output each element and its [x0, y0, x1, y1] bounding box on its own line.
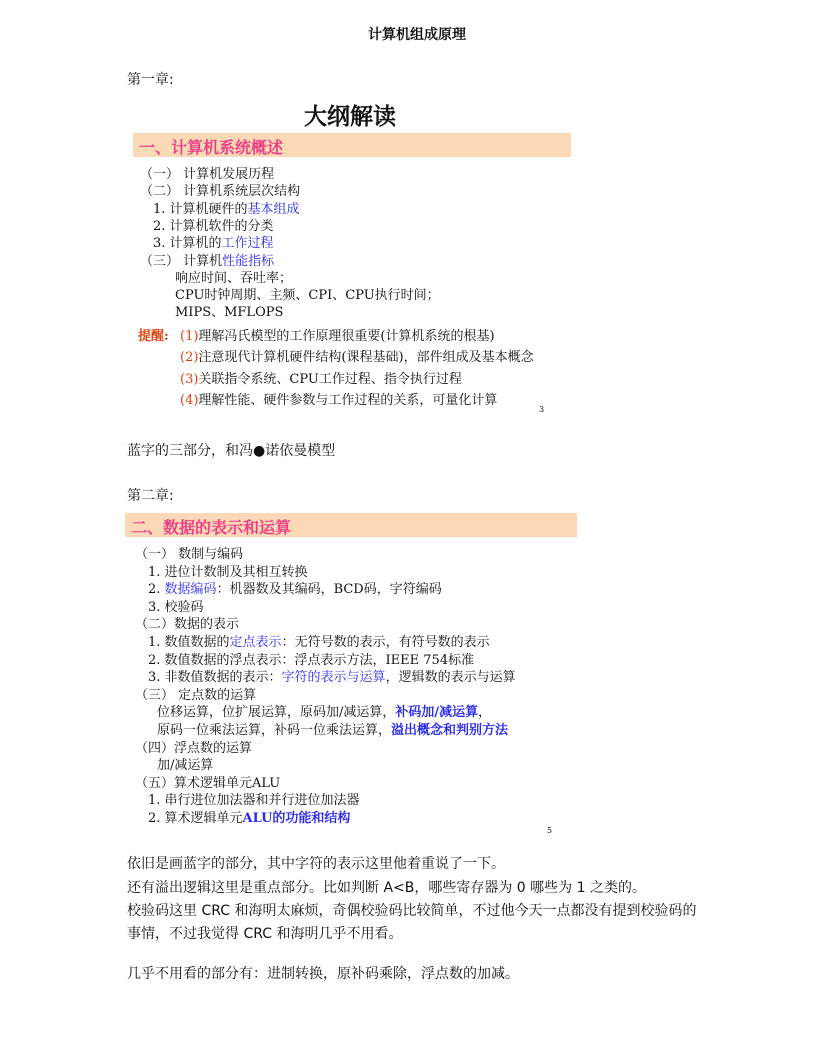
- line-text: （五）算术逻辑单元ALU: [135, 775, 281, 791]
- reminder-text: 理解冯氏模型的工作原理很重要(计算机系统的根基): [198, 329, 495, 344]
- line-text: （二） 计算机系统层次结构: [140, 184, 301, 200]
- outline-line: [153, 232, 274, 251]
- outline-line: [175, 301, 283, 320]
- slide2-page-number: 5: [547, 826, 553, 835]
- line-text: （三） 计算机: [140, 253, 223, 269]
- line-text: ，逻辑数的表示与运算: [385, 670, 516, 686]
- line-text: 3. 计算机的: [153, 236, 222, 252]
- line-text: （三） 定点数的运算: [135, 687, 257, 703]
- line-text: ：机器数及其编码，BCD码，字符编码: [216, 582, 442, 598]
- line-text: 3. 校验码: [148, 599, 204, 615]
- reminder-number: (1): [180, 329, 199, 344]
- line-text: 原码一位乘法运算，补码一位乘法运算，: [157, 723, 392, 738]
- reminder-text: 关联指令系统、CPU工作过程、指令执行过程: [198, 371, 462, 387]
- line-text: 1. 串行进位加法器和并行进位加法器: [148, 793, 360, 809]
- highlighted-text: 字符的表示与运算: [281, 670, 386, 686]
- line-text: CPU时钟周期、主频、CPI、CPU执行时间；: [175, 288, 440, 304]
- chapter1-label: 第一章:: [127, 72, 174, 88]
- note-paragraph: 依旧是画蓝字的部分，其中字符的表示这里他着重说了一下。: [127, 856, 505, 872]
- outline-line: [148, 561, 308, 580]
- reminder-number: (3): [180, 371, 199, 387]
- reminder-number: (2): [180, 350, 199, 366]
- chapter2-label: 第二章:: [127, 488, 174, 504]
- highlighted-text: 溢出概念和判别方法: [391, 723, 509, 738]
- line-text: 2. 数值数据的浮点表示：浮点表示方法，IEEE 754标准: [148, 652, 475, 668]
- line-text: （一） 计算机发展历程: [140, 167, 275, 182]
- outline-line: [148, 666, 516, 685]
- outline-line: [140, 163, 274, 182]
- line-text: ：无符号数的表示，有符号数的表示: [281, 635, 490, 650]
- line-text: （四）浮点数的运算: [135, 740, 253, 756]
- reminder-item: [180, 368, 462, 387]
- highlighted-text: 定点表示: [229, 635, 282, 650]
- line-text: 2.: [148, 582, 165, 598]
- outline-line: [148, 789, 360, 808]
- slide1-header: 一、计算机系统概述: [139, 138, 284, 157]
- outline-line: [153, 198, 300, 217]
- reminder-text: 注意现代计算机硬件结构(课程基础)，部件组成及基本概念: [198, 350, 534, 366]
- line-text: （一） 数制与编码: [135, 547, 244, 562]
- reminder-number: (4): [180, 392, 199, 408]
- outline-line: [148, 596, 204, 615]
- outline-line: [135, 543, 243, 562]
- line-text: 响应时间、吞吐率；: [175, 270, 293, 286]
- note-paragraph: 还有溢出逻辑这里是重点部分。比如判断 A<B，哪些寄存器为 0 哪些为 1 之类的。: [127, 880, 646, 896]
- line-text: （二）数据的表示: [135, 617, 240, 633]
- note-paragraph: 校验码这里 CRC 和海明太麻烦，奇偶校验码比较简单，不过他今天一点都没有提到校验码的: [127, 903, 697, 919]
- outline-line: [135, 613, 239, 632]
- outline-line: [135, 684, 256, 703]
- outline-line: [148, 807, 350, 826]
- outline-line: [157, 701, 491, 720]
- line-text: 2. 计算机软件的分类: [153, 218, 274, 234]
- outline-line: [140, 250, 274, 269]
- outline-line: [148, 649, 474, 668]
- highlighted-text: 数据编码: [164, 582, 217, 598]
- chapter1-note: 蓝字的三部分，和冯●诺依曼模型: [127, 443, 336, 459]
- highlighted-text: 工作过程: [221, 236, 274, 252]
- line-text: MIPS、MFLOPS: [175, 305, 284, 321]
- outline-line: [157, 754, 213, 773]
- outline-line: [135, 737, 252, 756]
- outline-line: [175, 284, 440, 303]
- reminder-item: [180, 325, 495, 344]
- reminder-text: 理解性能、硬件参数与工作过程的关系，可量化计算: [198, 392, 498, 408]
- outline-line: [153, 215, 274, 234]
- line-text: 1. 计算机硬件的: [153, 201, 248, 217]
- line-text: 加/减运算: [157, 758, 214, 774]
- line-text: 1. 进位计数制及其相互转换: [148, 564, 308, 580]
- outline-line: [148, 578, 442, 597]
- line-text: ，: [478, 705, 492, 721]
- slide2-header: 二、数据的表示和运算: [131, 518, 292, 537]
- line-text: 2. 算术逻辑单元: [148, 811, 243, 826]
- outline-line: [175, 267, 292, 286]
- slide1-page-number: 3: [539, 405, 545, 414]
- outline-line: [148, 631, 490, 650]
- highlighted-text: 性能指标: [222, 253, 275, 269]
- outline-line: [135, 772, 280, 791]
- line-text: 3. 非数值数据的表示：: [148, 670, 282, 686]
- reminder-item: [180, 389, 497, 408]
- note-paragraph: 事情，不过我觉得 CRC 和海明几乎不用看。: [127, 926, 403, 942]
- outline-line: [157, 719, 508, 738]
- line-text: 位移运算，位扩展运算，原码加/减运算，: [157, 705, 396, 721]
- highlighted-text: 补码加/减运算: [395, 705, 479, 721]
- line-text: 1. 数值数据的: [148, 635, 230, 650]
- note-paragraph: 几乎不用看的部分有：进制转换，原补码乘除，浮点数的加减。: [127, 966, 519, 982]
- slide2-header-band: [125, 513, 577, 537]
- reminder-label: 提醒:: [138, 329, 169, 344]
- document-title: 计算机组成原理: [368, 27, 466, 43]
- outline-line: [140, 180, 300, 199]
- highlighted-text: ALU的功能和结构: [242, 811, 351, 826]
- highlighted-text: 基本组成: [247, 201, 300, 217]
- reminder-item: [180, 346, 534, 365]
- outline-title: 大纲解读: [304, 103, 396, 130]
- slide1-header-band: [133, 133, 571, 157]
